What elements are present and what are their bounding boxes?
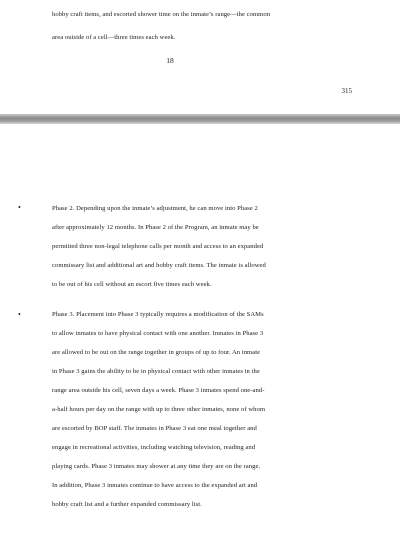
text-line: engage in recreational activities, including watching television, reading and [52, 444, 256, 451]
bullet-icon: • [18, 310, 21, 319]
text-line: are allowed to be out on the range together in groups of up to four. An inmate [52, 349, 261, 356]
text-line: permitted three non-legal telephone calls per month and access to an expanded [52, 243, 264, 250]
text-line: to be out of his cell without an escort five times each week. [52, 281, 212, 288]
text-line: In addition, Phase 3 inmates continue to have access to the expanded art and [52, 482, 258, 489]
text-line: after approximately 12 months. In Phase 2 of the Program, an inmate may be [52, 224, 259, 231]
text-line: range area outside his cell, seven days a week. Phase 3 inmates spend one-and- [52, 387, 265, 394]
text-line: hobby craft list and a further expanded commissary list. [52, 501, 202, 508]
bates-number: 315 [341, 87, 352, 95]
text-line: in Phase 3 gains the ability to be in physical contact with other inmates in the [52, 368, 260, 375]
current-page [0, 124, 400, 540]
page-divider [0, 114, 400, 124]
text-line: hobby craft items, and escorted shower time on the inmate’s range—the common [52, 11, 271, 18]
text-line: are escorted by BOP staff. The inmates in Phase 3 eat one meal together and [52, 425, 257, 432]
text-line: to allow inmates to have physical contact with one another. Inmates in Phase 3 [52, 330, 264, 337]
text-line: Phase 3. Placement into Phase 3 typically requires a modification of the SAMs [52, 311, 264, 318]
text-line: area outside of a cell—three times each week. [52, 34, 176, 41]
previous-page-fragment [0, 0, 400, 112]
bullet-icon: • [18, 203, 21, 212]
text-line: playing cards. Phase 3 inmates may shower at any time they are on the range. [52, 463, 261, 470]
text-line: a-half hours per day on the range with up to three other inmates, none of whom [52, 406, 266, 413]
page-number: 18 [166, 56, 174, 65]
text-line: commissary list and additional art and hobby craft items. The inmate is allowed [52, 262, 266, 269]
text-line: Phase 2. Depending upon the inmate’s adjustment, he can move into Phase 2 [52, 205, 258, 212]
